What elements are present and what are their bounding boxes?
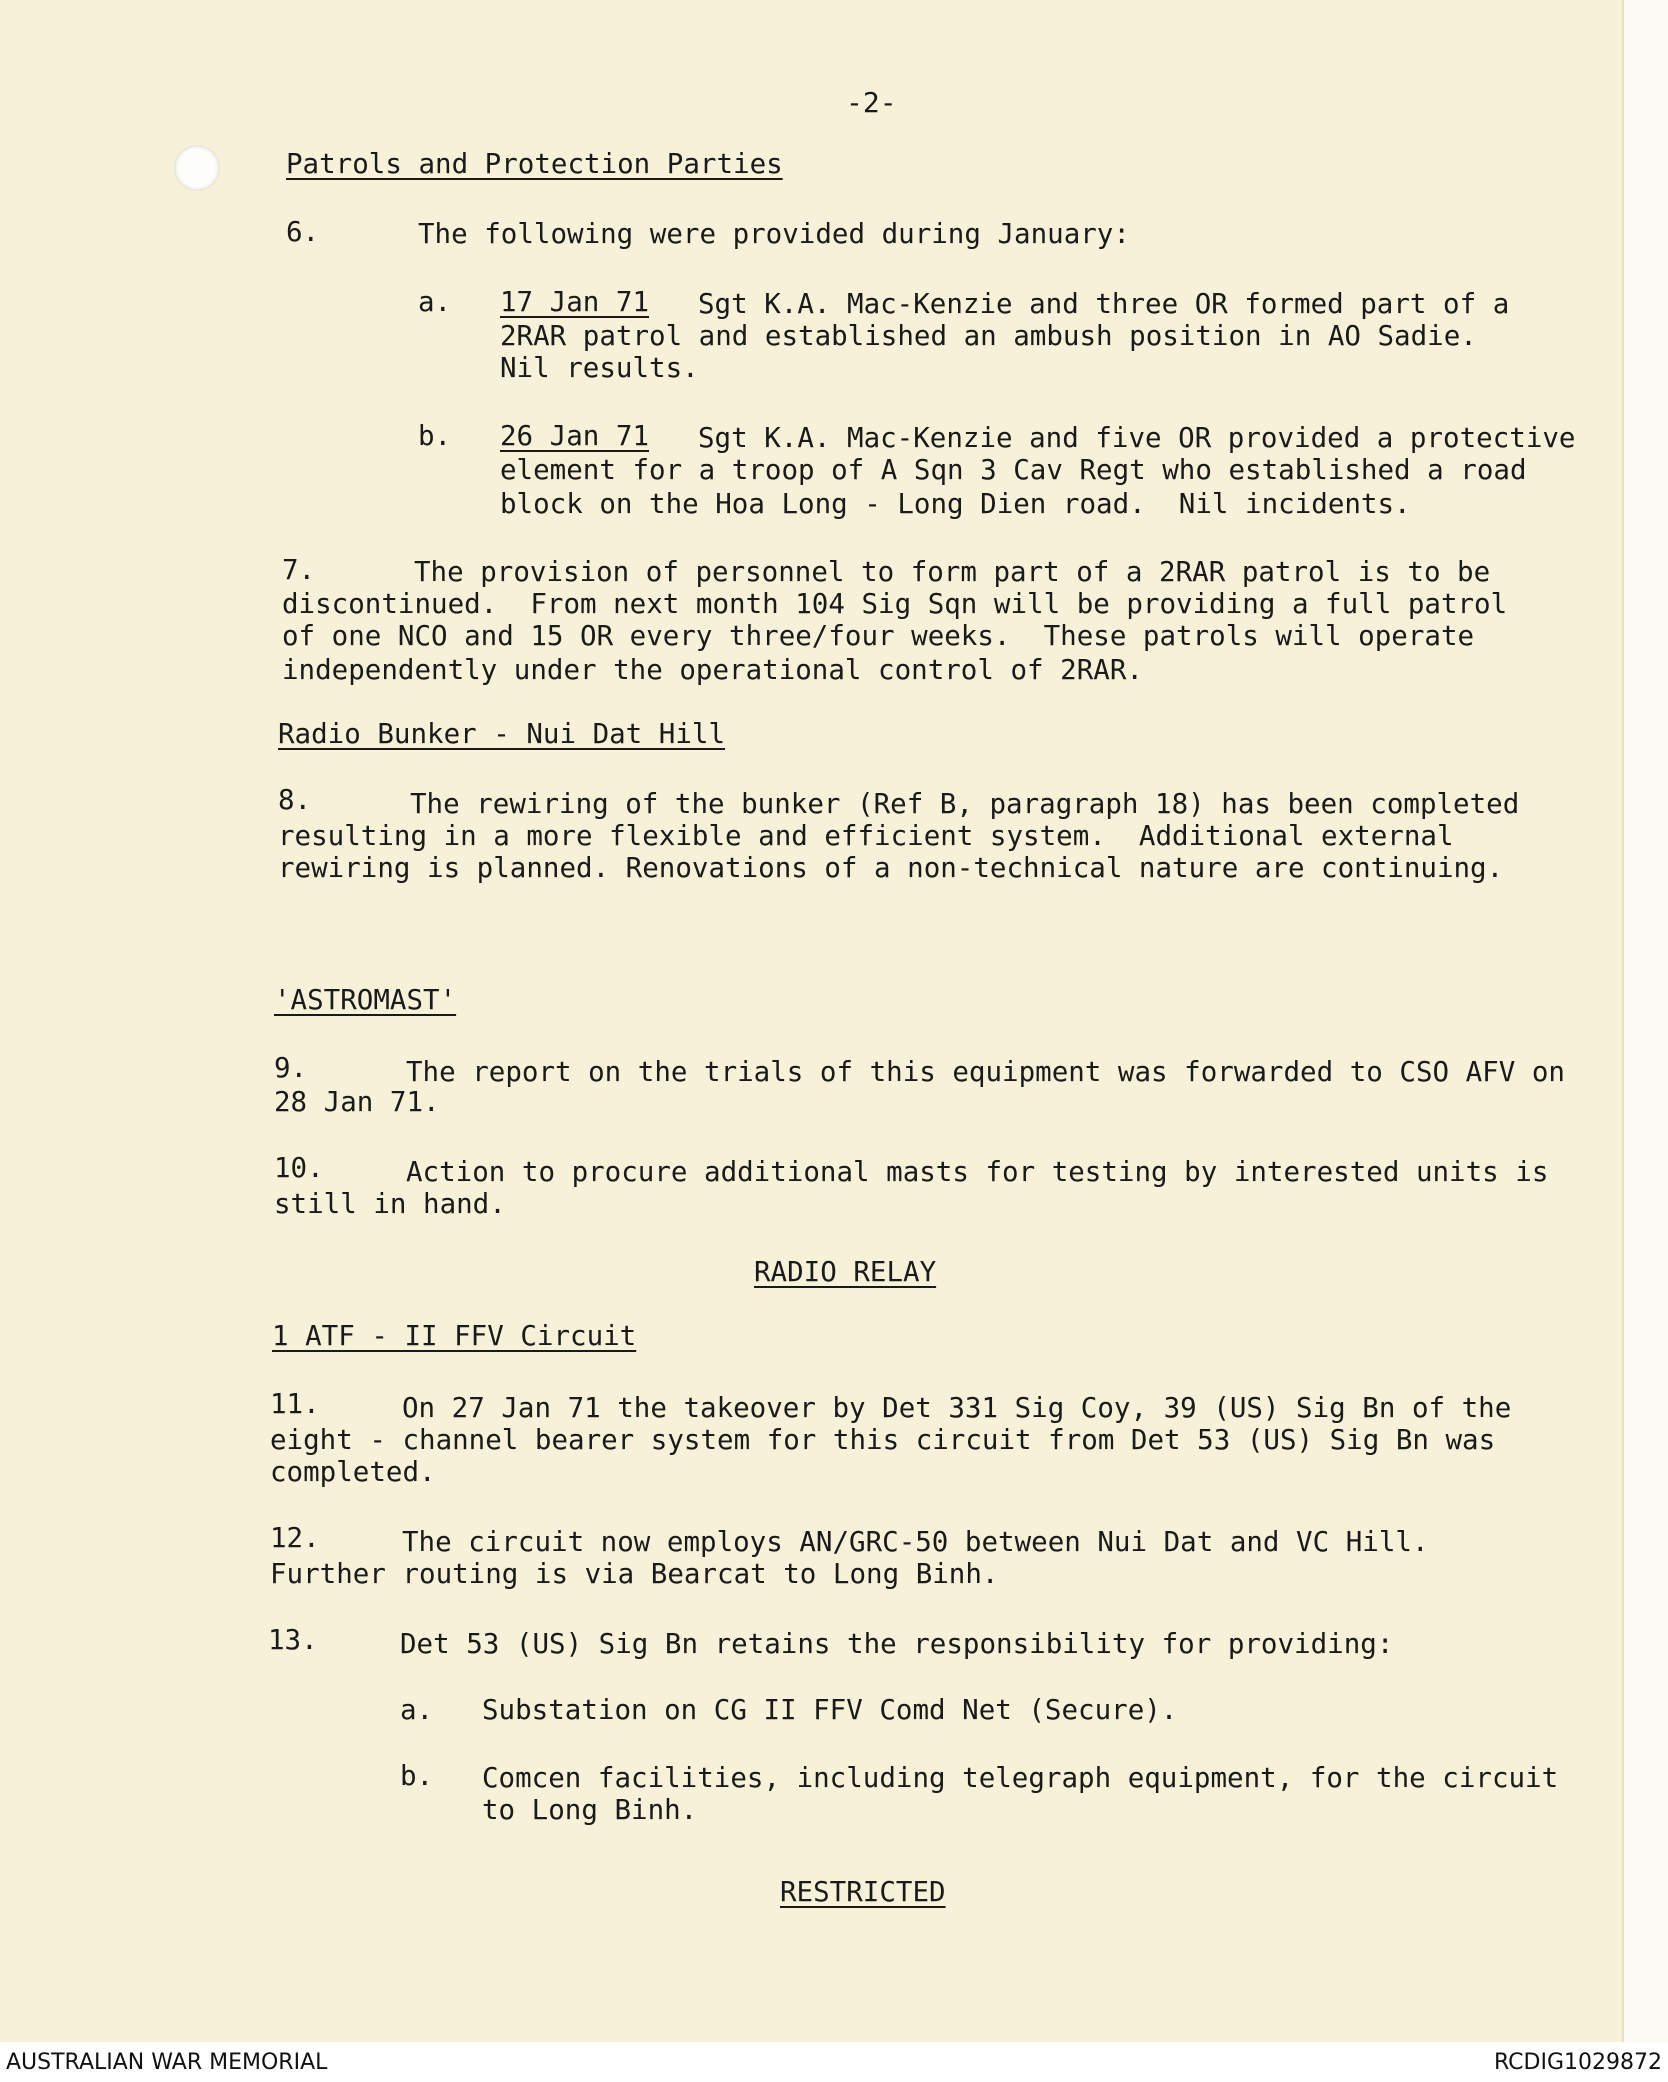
para-13a-text: Substation on CG II FFV Comd Net (Secure). <box>482 1694 1178 1726</box>
para-13b-line2: to Long Binh. <box>482 1794 698 1826</box>
para-6a-line1: Sgt K.A. Mac-Kenzie and three OR formed part of a <box>698 288 1510 320</box>
para-9-line1: The report on the trials of this equipment was forwarded to CSO AFV on <box>406 1056 1565 1088</box>
para-6-text: The following were provided during January: <box>418 218 1130 250</box>
reference-mark <box>786 28 954 50</box>
para-7-line2: discontinued. From next month 104 Sig Sqn will be providing a full patrol <box>282 588 1508 620</box>
para-13a-letter: a. <box>400 1694 434 1726</box>
scan-margin <box>1624 0 1668 2042</box>
subheading-atf-circuit: 1 ATF - II FFV Circuit <box>272 1320 637 1352</box>
para-6a-date: 17 Jan 71 <box>500 286 650 318</box>
para-6a-line3: Nil results. <box>500 352 699 384</box>
para-8-line2: resulting in a more flexible and efficient system. Additional external <box>278 820 1454 852</box>
para-6a-letter: a. <box>418 286 452 318</box>
para-11-number: 11. <box>270 1388 320 1420</box>
para-7-number: 7. <box>282 554 316 586</box>
para-8-number: 8. <box>278 784 312 816</box>
para-6b-date: 26 Jan 71 <box>500 420 650 452</box>
para-8-line1: The rewiring of the bunker (Ref B, paragraph 18) has been completed <box>410 788 1520 820</box>
para-13-text: Det 53 (US) Sig Bn retains the responsibility for providing: <box>400 1628 1394 1660</box>
para-12-line1: The circuit now employs AN/GRC-50 between Nui Dat and VC Hill. <box>402 1526 1429 1558</box>
para-11-line2: eight - channel bearer system for this circuit from Det 53 (US) Sig Bn was <box>270 1424 1496 1456</box>
para-10-line1: Action to procure additional masts for testing by interested units is <box>406 1156 1549 1188</box>
page-number: -2- <box>846 86 897 119</box>
para-10-line2: still in hand. <box>274 1188 506 1220</box>
footer-record-id: RCDIG1029872 <box>1493 2050 1662 2075</box>
para-12-line2: Further routing is via Bearcat to Long Binh. <box>270 1558 999 1590</box>
classification-marking: RESTRICTED <box>780 1876 946 1908</box>
para-6a-line2: 2RAR patrol and established an ambush position in AO Sadie. <box>500 320 1477 352</box>
para-6b-letter: b. <box>418 420 452 452</box>
para-8-line3: rewiring is planned. Renovations of a non-technical nature are continuing. <box>278 852 1504 884</box>
para-6b-line3: block on the Hoa Long - Long Dien road. Nil incidents. <box>500 488 1411 520</box>
para-7-line1: The provision of personnel to form part of a 2RAR patrol is to be <box>414 556 1491 588</box>
para-6-number: 6. <box>286 216 320 248</box>
heading-radio-bunker: Radio Bunker - Nui Dat Hill <box>278 718 726 750</box>
para-12-number: 12. <box>270 1522 320 1554</box>
para-11-line3: completed. <box>270 1456 436 1488</box>
para-7-line4: independently under the operational control of 2RAR. <box>282 654 1143 686</box>
para-6b-line2: element for a troop of A Sqn 3 Cav Regt who established a road <box>500 454 1527 486</box>
para-6b-line1: Sgt K.A. Mac-Kenzie and five OR provided a protective <box>698 422 1576 454</box>
para-9-number: 9. <box>274 1052 308 1084</box>
archive-footer <box>0 2042 1668 2082</box>
heading-astromast: 'ASTROMAST' <box>274 984 457 1016</box>
para-10-number: 10. <box>274 1152 324 1184</box>
para-11-line1: On 27 Jan 71 the takeover by Det 331 Sig Coy, 39 (US) Sig Bn of the <box>402 1392 1512 1424</box>
heading-patrols: Patrols and Protection Parties <box>286 148 783 180</box>
para-13b-line1: Comcen facilities, including telegraph equipment, for the circuit <box>482 1762 1559 1794</box>
heading-radio-relay: RADIO RELAY <box>754 1256 937 1288</box>
para-13b-letter: b. <box>400 1760 434 1792</box>
punch-hole <box>174 145 220 191</box>
footer-institution: AUSTRALIAN WAR MEMORIAL <box>6 2050 328 2075</box>
para-9-line2: 28 Jan 71. <box>274 1086 440 1118</box>
para-7-line3: of one NCO and 15 OR every three/four weeks. These patrols will operate <box>282 620 1475 652</box>
para-13-number: 13. <box>268 1624 318 1656</box>
